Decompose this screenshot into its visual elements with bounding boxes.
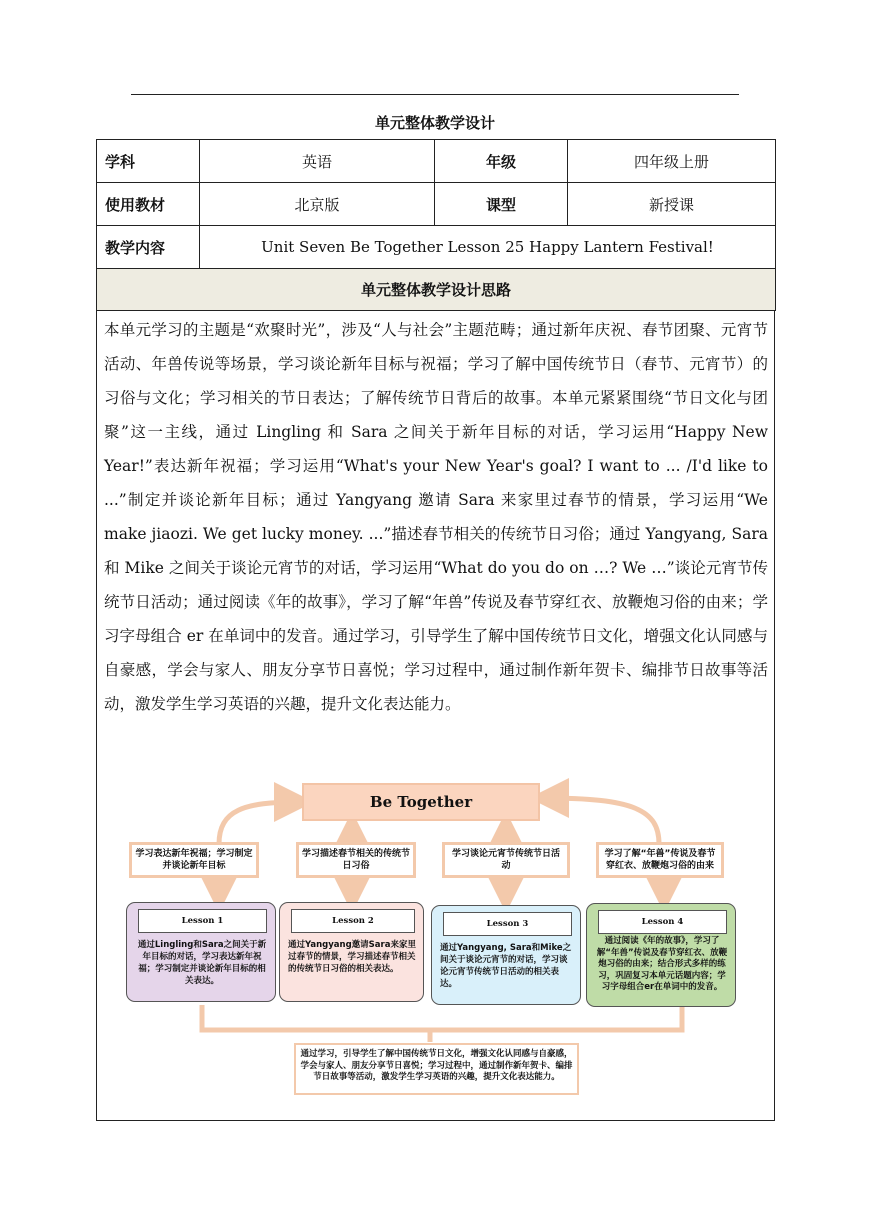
goal-box-2: 学习描述春节相关的传统节日习俗: [296, 842, 416, 878]
connector-right-arc: [544, 798, 659, 844]
grade-label: 年级: [435, 140, 568, 183]
type-label: 课型: [435, 183, 568, 226]
lesson-text-4: 通过阅读《年的故事》，学习了解“年兽”传说及春节穿红衣、放鞭炮习俗的由来；结合形式多样的练习，巩固复习本单元话题内容；学习字母组合er在单词中的发音。: [596, 936, 728, 992]
paragraph-text: 本单元学习的主题是“欢聚时光”，涉及“人与社会”主题范畴；通过新年庆祝、春节团聚、元宵节活动、年兽传说等场景，学习谈论新年目标与祝福；学习了解中国传统节日（春节、元宵节）的习俗与文化；学习相关的节日表达；了解传统节日背后的故事。本单元紧紧围绕“节日文化与团聚”这一主线，通过 Lingling 和 Sara 之间关于新年目标的对话，学习运用“Happy New Year!”表达新年祝福；学习运用“What's your New Year's goal? I want to ... /I'd like to ...”制定并谈论新年目标；通过 Yangyang 邀请 Sara 来家里过春节的情景，学习运用“We make jiaozi. We get lucky money. ...”描述春节相关的传统节日习俗；通过 Yangyang, Sara 和 Mike 之间关于谈论元宵节的对话，学习运用“What do you do on …? We …”谈论元宵节传统节日活动；通过阅读《年的故事》，学习了解“年兽”传说及春节穿红衣、放鞭炮习俗的由来；学习字母组合 er 在单词中的发音。通过学习，引导学生了解中国传统节日文化，增强文化认同感与自豪感，学会与家人、朋友分享节日喜悦；学习过程中，通过制作新年贺卡、编排节日故事等活动，激发学生学习英语的兴趣，提升文化表达能力。: [104, 321, 768, 713]
unit-diagram: [124, 780, 744, 1100]
textbook-label: 使用教材: [97, 183, 200, 226]
content-label: 教学内容: [97, 226, 200, 269]
info-table: [96, 139, 776, 311]
lesson-text-2: 通过Yangyang邀请Sara来家里过春节的情景，学习描述春节相关的传统节日习俗的相关表达。: [288, 940, 416, 974]
summary-box: 通过学习，引导学生了解中国传统节日文化，增强文化认同感与自豪感，学会与家人、朋友分享节日喜悦；学习过程中，通过制作新年贺卡、编排节日故事等活动，激发学生学习英语的兴趣，提升文化表达能力。: [294, 1043, 579, 1095]
content-value: Unit Seven Be Together Lesson 25 Happy Lantern Festival!: [200, 226, 776, 269]
document-title: 单元整体教学设计: [374, 114, 495, 132]
header-rule: [131, 94, 739, 95]
goal-box-4: 学习了解“年兽”传说及春节穿红衣、放鞭炮习俗的由来: [596, 842, 724, 878]
goal-box-3: 学习谈论元宵节传统节日活动: [442, 842, 570, 878]
grade-value: 四年级上册: [568, 140, 776, 183]
diagram-title-box: Be Together: [302, 783, 540, 821]
lesson-tag-2: Lesson 2: [291, 909, 415, 933]
lesson-text-1: 通过Lingling和Sara之间关于新年目标的对话，学习表达新年祝福；学习制定并谈论新年目标的相关表达。: [137, 940, 267, 986]
lesson-card-2: [279, 902, 424, 1002]
subject-label: 学科: [97, 140, 200, 183]
lesson-card-1: [126, 902, 276, 1002]
connector-left-arc: [219, 802, 299, 844]
lesson-tag-1: Lesson 1: [138, 909, 267, 933]
section-title: 单元整体教学设计思路: [97, 269, 776, 311]
lesson-card-4: [586, 903, 736, 1007]
lesson-text-3: 通过Yangyang, Sara和Mike之间关于谈论元宵节的对话，学习谈论元宵节传统节日活动的相关表达。: [440, 943, 572, 989]
textbook-value: 北京版: [200, 183, 435, 226]
type-value: 新授课: [568, 183, 776, 226]
lesson-card-3: [431, 905, 581, 1005]
design-paragraph: [104, 313, 768, 721]
lesson-tag-4: Lesson 4: [598, 910, 727, 934]
lesson-tag-3: Lesson 3: [443, 912, 572, 936]
goal-box-1: 学习表达新年祝福；学习制定并谈论新年目标: [129, 842, 259, 878]
subject-value: 英语: [200, 140, 435, 183]
connector-bottom-bracket: [202, 1005, 682, 1030]
